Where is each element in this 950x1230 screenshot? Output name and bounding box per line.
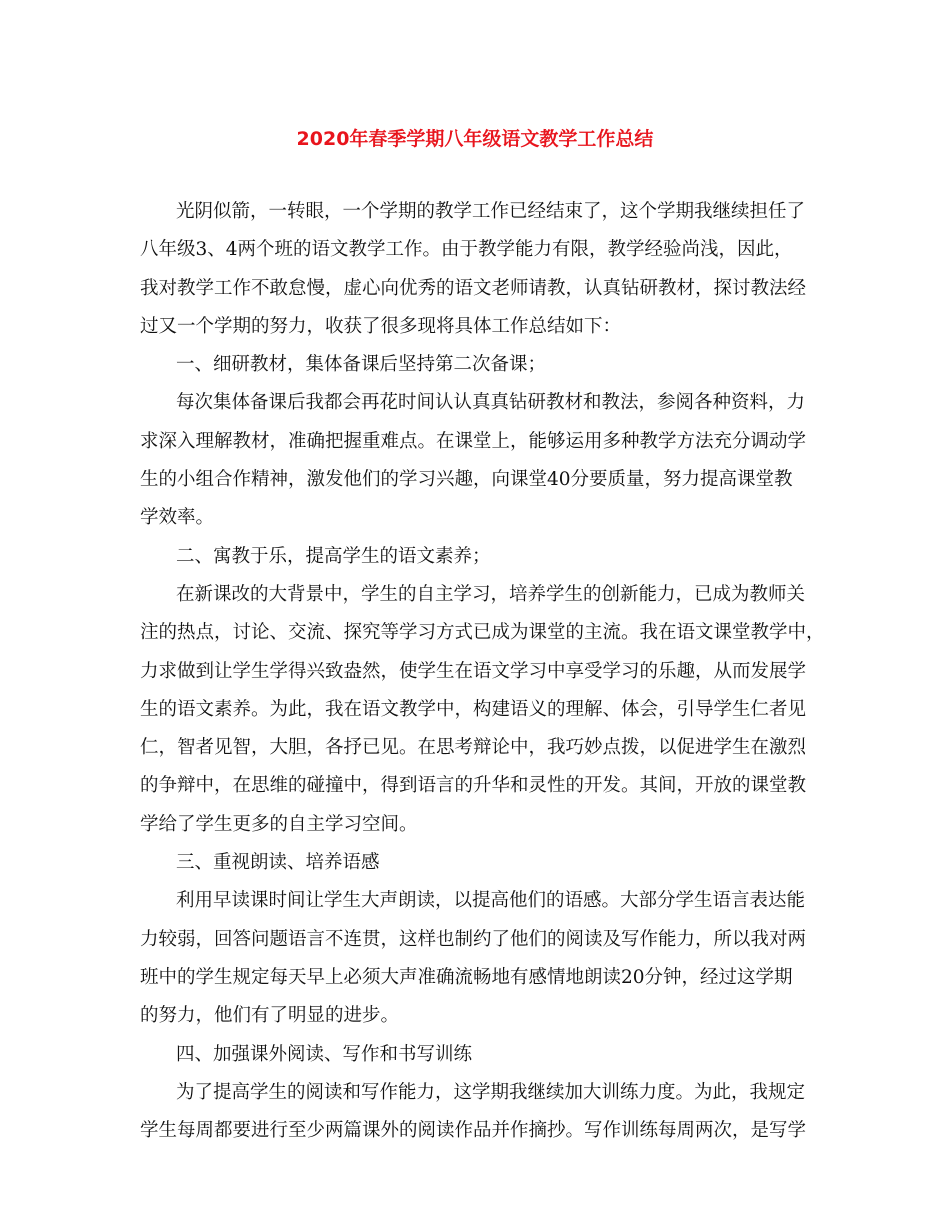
text-line: 的努力，他们有了明显的进步。 [140,1005,400,1027]
text-line: 生的小组合作精神，激发他们的学习兴趣，向课堂40分要质量，努力提高课堂教 [140,469,793,491]
text-line: 班中的学生规定每天早上必须大声准确流畅地有感情地朗读20分钟，经过这学期 [140,966,793,988]
text-line: 二、寓教于乐，提高学生的语文素养； [176,545,491,567]
text-line: 在新课改的大背景中，学生的自主学习，培养学生的创新能力，已成为教师关 [176,583,806,605]
text-line: 一、细研教材，集体备课后坚持第二次备课； [176,354,547,376]
document-title: 2020年春季学期八年级语文教学工作总结 [296,128,654,150]
text-line: 过又一个学期的努力，收获了很多现将具体工作总结如下： [140,315,622,337]
text-line: 三、重视朗读、培养语感 [176,852,380,874]
text-line: 我对教学工作不敢怠慢，虚心向优秀的语文老师请教，认真钻研教材，探讨教法经 [140,277,807,299]
text-line: 光阴似箭，一转眼，一个学期的教学工作已经结束了，这个学期我继续担任了 [176,201,806,222]
text-line: 生的语文素养。为此，我在语文教学中，构建语义的理解、体会，引导学生仁者见 [140,698,807,720]
text-line: 每次集体备课后我都会再花时间认认真真钻研教材和教法，参阅各种资料，力 [176,392,806,414]
text-line: 求深入理解教材，准确把握重难点。在课堂上，能够运用多种教学方法充分调动学 [140,430,807,452]
text-line: 学效率。 [140,507,215,529]
text-line: 利用早读课时间让学生大声朗读，以提高他们的语感。大部分学生语言表达能 [176,890,806,912]
text-line: 力较弱，回答问题语言不连贯，这样也制约了他们的阅读及写作能力，所以我对两 [140,928,807,950]
text-line: 四、加强课外阅读、写作和书写训练 [176,1043,473,1065]
text-line: 仁，智者见智，大胆，各抒已见。在思考辩论中，我巧妙点拨，以促进学生在激烈 [140,737,807,759]
text-line: 学生每周都要进行至少两篇课外的阅读作品并作摘抄。写作训练每周两次，是写学 [140,1120,807,1142]
text-line: 学给了学生更多的自主学习空间。 [140,813,418,835]
text-line: 力求做到让学生学得兴致盎然，使学生在语文学习中享受学习的乐趣，从而发展学 [140,660,807,682]
text-line: 的争辩中，在思维的碰撞中，得到语言的升华和灵性的开发。其间，开放的课堂教 [140,775,807,797]
text-line: 注的热点，讨论、交流、探究等学习方式已成为课堂的主流。我在语文课堂教学中， [140,622,825,644]
text-line: 八年级3、4两个班的语文教学工作。由于教学能力有限，教学经验尚浅，因此， [140,239,793,261]
text-line: 为了提高学生的阅读和写作能力，这学期我继续加大训练力度。为此，我规定 [176,1081,806,1103]
document-body [140,193,825,1150]
